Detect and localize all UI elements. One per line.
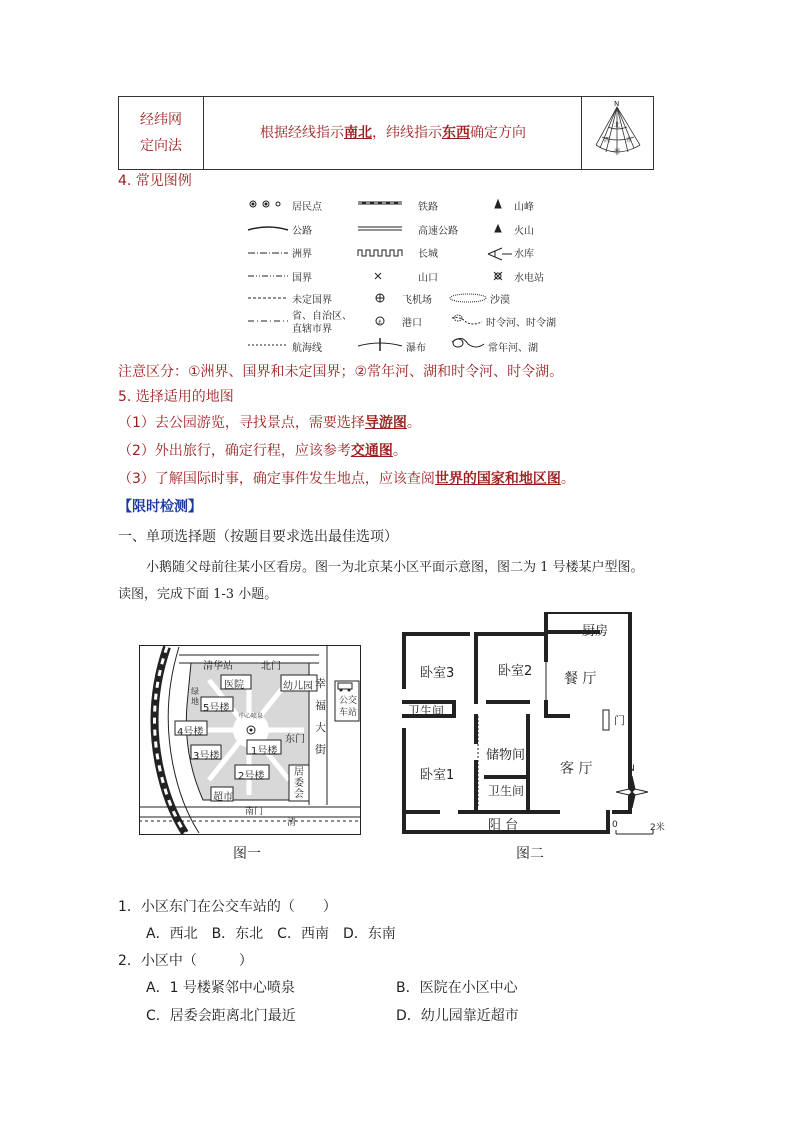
fig1-green-2: 地	[191, 697, 199, 706]
legend-great-wall: 长城	[418, 249, 438, 260]
item1-pre: （1）去公园游览，寻找景点，需要选择	[118, 415, 365, 431]
method-table	[118, 96, 654, 170]
fig2-bedroom2: 卧室2	[498, 664, 533, 679]
quiz-heading: 【限时检测】	[118, 499, 202, 515]
method-line-2: 定向法	[140, 138, 182, 154]
graticule-nan: 南	[614, 148, 621, 155]
fig1-committee-2: 委	[294, 778, 304, 789]
fig2-door: 门	[614, 714, 625, 727]
section5-item3	[118, 469, 575, 489]
legend-reservoir: 水库	[514, 249, 534, 260]
fig2-dining: 餐 厅	[564, 671, 597, 687]
fig2-scale-0: 0	[612, 820, 618, 830]
legend-volcano: 火山	[514, 226, 534, 237]
figure2-caption: 图二	[516, 846, 544, 862]
fig2-bathroom2: 卫生间	[488, 784, 525, 798]
method-cell	[119, 97, 204, 169]
fig1-qinghua-station: 清华站	[203, 661, 233, 672]
method-line-1: 经纬网	[140, 112, 182, 128]
figure2-floorplan	[398, 612, 678, 837]
svg-text:⚓: ⚓	[377, 319, 383, 326]
question-1: 1．小区东门在公交车站的（ ）	[118, 899, 337, 915]
fig1-river-label: 清	[287, 818, 297, 828]
fig1-green	[191, 687, 199, 707]
figure1-map	[139, 645, 361, 835]
fig2-kitchen: 厨房	[582, 624, 609, 639]
fig1-committee	[294, 767, 304, 800]
fig1-street-2: 福	[315, 699, 326, 712]
legend-residential: 居民点	[292, 202, 322, 213]
question-2-option-c: C．居委会距离北门最近	[146, 1008, 296, 1024]
fig2-balcony: 阳 台	[488, 818, 519, 833]
fig2-bedroom3: 卧室3	[420, 666, 455, 681]
legend-airport: 飞机场	[402, 295, 432, 306]
method-desc	[205, 97, 582, 169]
legend-railway: 铁路	[418, 202, 438, 213]
fig2-compass-n: N	[628, 764, 635, 774]
fig1-supermarket: 超市	[213, 792, 233, 803]
fig1-hospital: 医院	[224, 680, 244, 691]
section5-item2	[118, 441, 407, 461]
item1-bold: 导游图	[364, 415, 407, 431]
quiz-part1: 一、单项选择题（按题目要求选出最佳选项）	[118, 529, 398, 545]
legend-waterfall: 瀑布	[406, 343, 426, 354]
legend-province-border-1: 省、自治区、	[292, 311, 352, 322]
item3-post: 。	[560, 471, 575, 487]
legend-continent-border: 洲界	[292, 249, 312, 260]
fig2-storage: 储物间	[486, 748, 526, 763]
question-2: 2．小区中（ ）	[118, 953, 253, 969]
fig2-living: 客 厅	[560, 761, 593, 777]
graticule-diagram	[582, 97, 653, 169]
section4-title: 4. 常见图例	[118, 173, 192, 189]
fig1-north-gate: 北门	[261, 661, 281, 672]
item2-pre: （2）外出旅行，确定行程，应该参考	[118, 443, 351, 459]
fig1-building-1: 1号楼	[251, 746, 278, 757]
fig1-building-2: 2号楼	[238, 771, 265, 782]
legend-national-border: 国界	[292, 273, 312, 284]
desc-bold-2: 东西	[442, 125, 470, 141]
graticule-bei: 北	[614, 122, 621, 129]
fig2-scale-2: 2米	[650, 823, 665, 833]
desc-post: 确定方向	[470, 125, 526, 141]
legend-hydropower: 水电站	[514, 273, 544, 284]
section5-title: 5. 选择适用的地图	[118, 389, 234, 405]
fig1-building-5: 5号楼	[203, 703, 230, 714]
fig1-kindergarten: 幼儿园	[283, 681, 313, 692]
item3-bold: 世界的国家和地区图	[434, 471, 561, 487]
fig1-street-4: 街	[315, 743, 326, 756]
item1-post: 。	[406, 415, 421, 431]
legend-desert: 沙漠	[490, 295, 510, 306]
fig1-green-1: 绿	[191, 687, 199, 696]
fig1-committee-1: 居	[294, 767, 304, 778]
fig2-bathroom1: 卫生间	[408, 704, 445, 718]
fig1-south-gate: 南门	[245, 807, 264, 817]
legend-perennial-river: 常年河、湖	[488, 343, 538, 354]
note-text: 注意区分：①洲界、国界和未定国界；②常年河、湖和时令河、时令湖。	[118, 364, 564, 380]
legend-port: 港口	[402, 318, 422, 329]
quiz-intro-1: 小鹅随父母前往某小区看房。图一为北京某小区平面示意图，图二为 1 号楼某户型图。	[146, 560, 644, 575]
graticule-n: N	[614, 100, 620, 108]
legend-undetermined-border: 未定国界	[292, 295, 332, 306]
question-2-option-a: A．1 号楼紧邻中心喷泉	[146, 980, 295, 996]
section5-item1	[118, 413, 421, 433]
item2-post: 。	[392, 443, 407, 459]
graticule-xi: 西	[604, 137, 611, 144]
desc-mid: ，纬线指示	[372, 125, 442, 141]
fig1-bus-1: 公交	[339, 696, 358, 706]
quiz-intro-2: 读图，完成下面 1-3 小题。	[118, 587, 278, 602]
legend-pass: 山口	[418, 273, 438, 284]
legend-peak: 山峰	[514, 202, 534, 213]
legend-road: 公路	[292, 226, 312, 237]
fig2-bedroom1: 卧室1	[420, 768, 455, 783]
fig1-street-1: 幸	[315, 677, 326, 690]
question-2-option-d: D．幼儿园靠近超市	[396, 1008, 519, 1024]
fig1-building-4: 4号楼	[177, 727, 204, 738]
desc-pre: 根据经线指示	[260, 125, 344, 141]
fig1-east-gate: 东门	[285, 734, 305, 745]
item2-bold: 交通图	[350, 443, 393, 459]
fig1-street-3: 大	[315, 721, 326, 734]
legend-highway: 高速公路	[418, 226, 458, 237]
fig1-street	[315, 673, 326, 761]
legend	[240, 194, 570, 359]
question-1-options: A．西北 B．东北 C．西南 D．东南	[146, 926, 396, 942]
figure2-svg	[398, 612, 678, 837]
legend-seasonal-river: 时令河、时令湖	[486, 318, 556, 329]
question-2-option-b: B．医院在小区中心	[396, 980, 518, 996]
graticule-dong: 东	[626, 137, 633, 144]
legend-shipping-route: 航海线	[292, 343, 322, 354]
fig1-bus-2: 车站	[339, 708, 358, 718]
fig1-committee-3: 会	[294, 789, 304, 800]
desc-bold-1: 南北	[344, 125, 372, 141]
fig1-building-3: 3号楼	[193, 751, 220, 762]
legend-province-border-2: 直辖市界	[292, 324, 332, 335]
item3-pre: （3）了解国际时事，确定事件发生地点，应该查阅	[118, 471, 435, 487]
graticule-svg	[582, 97, 653, 169]
figure1-caption: 图一	[233, 846, 261, 862]
fig1-fountain: 中心喷泉	[239, 713, 264, 720]
